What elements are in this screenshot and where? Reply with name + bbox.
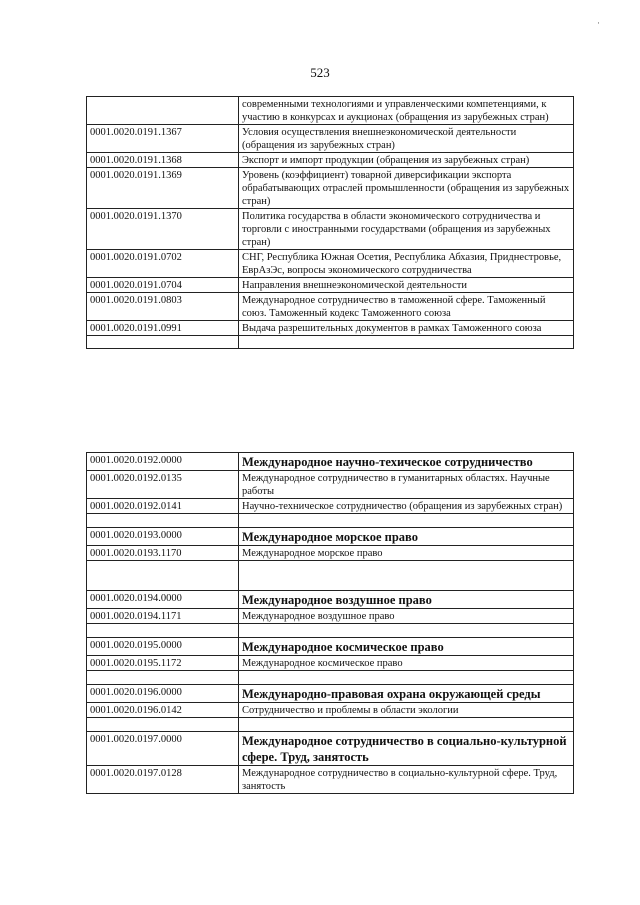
- empty-row: [87, 671, 574, 685]
- row-code: 0001.0020.0191.0991: [87, 321, 239, 336]
- section-code: 0001.0020.0197.0000: [87, 732, 239, 766]
- empty-cell: [87, 561, 239, 591]
- table-row: [87, 250, 574, 278]
- corner-mark: ·: [597, 18, 600, 28]
- empty-cell: [239, 561, 574, 591]
- row-code: 0001.0020.0195.1172: [87, 656, 239, 671]
- classifier-table-1: [86, 96, 574, 349]
- empty-cell: [87, 671, 239, 685]
- row-name: Международное воздушное право: [239, 609, 574, 624]
- row-code: [87, 97, 239, 125]
- empty-cell: [239, 624, 574, 638]
- row-code: 0001.0020.0191.0803: [87, 293, 239, 321]
- table-row: [87, 153, 574, 168]
- row-name: Международное сотрудничество в социально-культурной сфере. Труд, занятость: [239, 766, 574, 794]
- section-header-row: [87, 453, 574, 471]
- empty-cell: [239, 718, 574, 732]
- section-code: 0001.0020.0194.0000: [87, 591, 239, 609]
- row-name: Условия осуществления внешнеэкономической деятельности (обращения из зарубежных стран): [239, 125, 574, 153]
- section-header-row: [87, 528, 574, 546]
- empty-cell: [87, 718, 239, 732]
- table-row: [87, 97, 574, 125]
- row-name: СНГ, Республика Южная Осетия, Республика Абхазия, Приднестровье, ЕврАзЭс, вопросы экономического сотрудничества: [239, 250, 574, 278]
- section-title: Международное воздушное право: [239, 591, 574, 609]
- section-header-row: [87, 685, 574, 703]
- page-number: 523: [310, 65, 330, 80]
- row-code: 0001.0020.0191.1370: [87, 209, 239, 250]
- empty-cell: [239, 336, 574, 349]
- section-title: Международное научно-техическое сотрудничество: [239, 453, 574, 471]
- table-row: [87, 766, 574, 794]
- table-row: [87, 703, 574, 718]
- empty-cell: [239, 671, 574, 685]
- section-title: Международно-правовая охрана окружающей среды: [239, 685, 574, 703]
- row-name: Международное сотрудничество в таможенной сфере. Таможенный союз. Таможенный кодекс Таможенного союза: [239, 293, 574, 321]
- row-code: 0001.0020.0191.0704: [87, 278, 239, 293]
- section-code: 0001.0020.0195.0000: [87, 638, 239, 656]
- empty-row: [87, 336, 574, 349]
- row-name: Сотрудничество и проблемы в области экологии: [239, 703, 574, 718]
- row-code: 0001.0020.0191.1368: [87, 153, 239, 168]
- row-name: Политика государства в области экономического сотрудничества и торговли с иностранными государствами (обращения из зарубежных стран): [239, 209, 574, 250]
- row-code: 0001.0020.0192.0141: [87, 499, 239, 514]
- table-row: [87, 209, 574, 250]
- classifier-table-2: [86, 452, 574, 794]
- section-title: Международное сотрудничество в социально-культурной сфере. Труд, занятость: [239, 732, 574, 766]
- table-row: [87, 609, 574, 624]
- section-header-row: [87, 591, 574, 609]
- row-name: Международное морское право: [239, 546, 574, 561]
- row-name: Направления внешнеэкономической деятельности: [239, 278, 574, 293]
- row-code: 0001.0020.0193.1170: [87, 546, 239, 561]
- row-code: 0001.0020.0191.1367: [87, 125, 239, 153]
- empty-cell: [87, 624, 239, 638]
- section-title: Международное морское право: [239, 528, 574, 546]
- section-title: Международное космическое право: [239, 638, 574, 656]
- table-row: [87, 499, 574, 514]
- empty-cell: [87, 514, 239, 528]
- table-row: [87, 278, 574, 293]
- row-code: 0001.0020.0191.1369: [87, 168, 239, 209]
- row-name: Выдача разрешительных документов в рамках Таможенного союза: [239, 321, 574, 336]
- table-row: [87, 546, 574, 561]
- row-code: 0001.0020.0191.0702: [87, 250, 239, 278]
- row-name: Международное сотрудничество в гуманитарных областях. Научные работы: [239, 471, 574, 499]
- section-code: 0001.0020.0193.0000: [87, 528, 239, 546]
- table-row: [87, 321, 574, 336]
- empty-cell: [87, 336, 239, 349]
- table-row: [87, 125, 574, 153]
- section-header-row: [87, 638, 574, 656]
- empty-row: [87, 624, 574, 638]
- section-code: 0001.0020.0196.0000: [87, 685, 239, 703]
- row-code: 0001.0020.0196.0142: [87, 703, 239, 718]
- row-name: Экспорт и импорт продукции (обращения из зарубежных стран): [239, 153, 574, 168]
- row-name: современными технологиями и управленческими компетенциями, к участию в конкурсах и аукционах (обращения из зарубежных стран): [239, 97, 574, 125]
- row-name: Международное космическое право: [239, 656, 574, 671]
- row-code: 0001.0020.0197.0128: [87, 766, 239, 794]
- table-row: [87, 471, 574, 499]
- empty-row: [87, 718, 574, 732]
- section-code: 0001.0020.0192.0000: [87, 453, 239, 471]
- row-code: 0001.0020.0194.1171: [87, 609, 239, 624]
- row-name: Научно-техническое сотрудничество (обращения из зарубежных стран): [239, 499, 574, 514]
- empty-row: [87, 514, 574, 528]
- table-row: [87, 293, 574, 321]
- empty-cell: [239, 514, 574, 528]
- row-name: Уровень (коэффициент) товарной диверсификации экспорта обрабатывающих отраслей промышленности (обращения из зарубежных стран): [239, 168, 574, 209]
- table-row: [87, 656, 574, 671]
- section-header-row: [87, 732, 574, 766]
- table-row: [87, 168, 574, 209]
- empty-row: [87, 561, 574, 591]
- row-code: 0001.0020.0192.0135: [87, 471, 239, 499]
